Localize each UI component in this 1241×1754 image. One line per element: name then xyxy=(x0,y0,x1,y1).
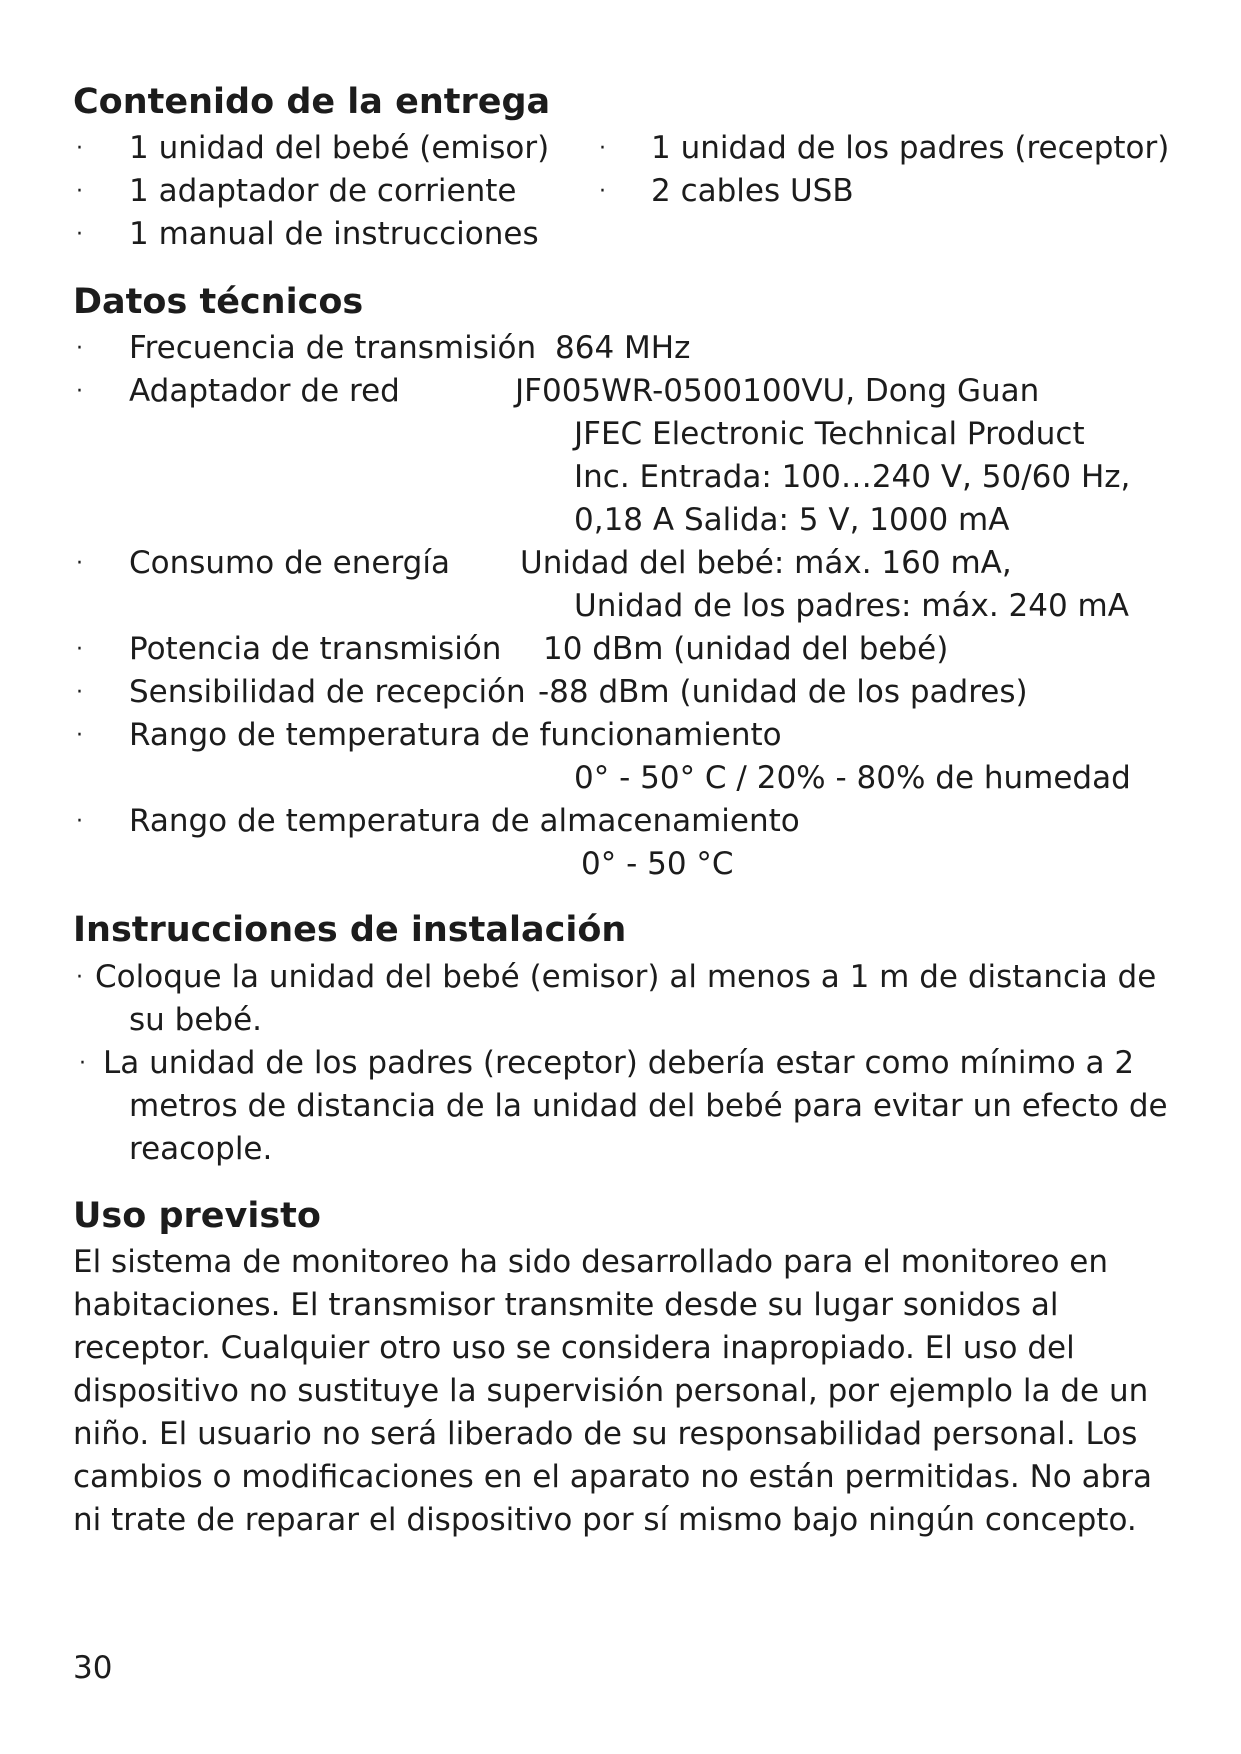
intended-use-paragraph: El sistema de monitoreo ha sido desarrollado para el monitoreo en habitaciones. El transmisor transmite desde su lugar sonidos al receptor. Cualquier otro uso se considera inapropiado. El uso del dispositivo no sustituye la supervisión personal, por ejemplo la de un niño. El usuario no será liberado de su responsabilidad personal. Los cambios o modificaciones en el aparato no están permitidas. No abra ni trate de reparar el dispositivo por sí mismo bajo ningún concepto. xyxy=(73,1244,1153,1538)
spec-label: Rango de temperatura de almacenamiento xyxy=(129,803,800,839)
list-item: reacople. xyxy=(129,1131,273,1167)
list-item: 1 adaptador de corriente xyxy=(129,173,517,209)
spec-value: 10 dBm (unidad del bebé) xyxy=(543,631,949,667)
list-item: 2 cables USB xyxy=(651,173,854,209)
bullet: · xyxy=(76,179,83,204)
bullet: · xyxy=(76,637,83,662)
spec-label: Potencia de transmisión xyxy=(129,631,502,667)
list-item: Coloque la unidad del bebé (emisor) al menos a 1 m de distancia de xyxy=(95,959,1157,995)
bullet: · xyxy=(76,551,83,576)
section-heading-specs: Datos técnicos xyxy=(73,282,364,322)
spec-value: 0° - 50° C / 20% - 80% de humedad xyxy=(574,760,1131,796)
section-heading-installation: Instrucciones de instalación xyxy=(73,910,627,950)
list-item: su bebé. xyxy=(129,1002,263,1038)
section-heading-intended-use: Uso previsto xyxy=(73,1196,321,1236)
list-item: 1 unidad de los padres (receptor) xyxy=(651,130,1170,166)
spec-value: 0° - 50 °C xyxy=(581,846,734,882)
page-number: 30 xyxy=(73,1650,113,1686)
spec-value: Inc. Entrada: 100…240 V, 50/60 Hz, xyxy=(574,459,1131,495)
bullet: · xyxy=(76,680,83,705)
list-item: metros de distancia de la unidad del bebé para evitar un efecto de xyxy=(129,1088,1168,1124)
spec-value: -88 dBm (unidad de los padres) xyxy=(538,674,1028,710)
spec-label: Consumo de energía xyxy=(129,545,450,581)
bullet: · xyxy=(76,136,83,161)
spec-label: Frecuencia de transmisión xyxy=(129,330,537,366)
list-item: 1 manual de instrucciones xyxy=(129,216,539,252)
spec-label: Rango de temperatura de funcionamiento xyxy=(129,717,782,753)
bullet: · xyxy=(599,179,606,204)
bullet: · xyxy=(76,723,83,748)
bullet: · xyxy=(76,379,83,404)
section-heading-delivery: Contenido de la entrega xyxy=(73,82,551,122)
spec-value: Unidad de los padres: máx. 240 mA xyxy=(574,588,1129,624)
spec-label: Adaptador de red xyxy=(129,373,400,409)
bullet: · xyxy=(76,222,83,247)
list-item: 1 unidad del bebé (emisor) xyxy=(129,130,550,166)
spec-value: 0,18 A Salida: 5 V, 1000 mA xyxy=(574,502,1010,538)
spec-value: JFEC Electronic Technical Product xyxy=(574,416,1085,452)
spec-value: JF005WR-0500100VU, Dong Guan xyxy=(515,373,1040,409)
spec-label: Sensibilidad de recepción xyxy=(129,674,526,710)
bullet: · xyxy=(76,336,83,361)
spec-value: 864 MHz xyxy=(555,330,691,366)
bullet: · xyxy=(79,1051,86,1076)
spec-value: Unidad del bebé: máx. 160 mA, xyxy=(520,545,1012,581)
bullet: · xyxy=(599,136,606,161)
bullet: · xyxy=(76,965,83,990)
bullet: · xyxy=(76,809,83,834)
list-item: La unidad de los padres (receptor) debería estar como mínimo a 2 xyxy=(103,1045,1135,1081)
